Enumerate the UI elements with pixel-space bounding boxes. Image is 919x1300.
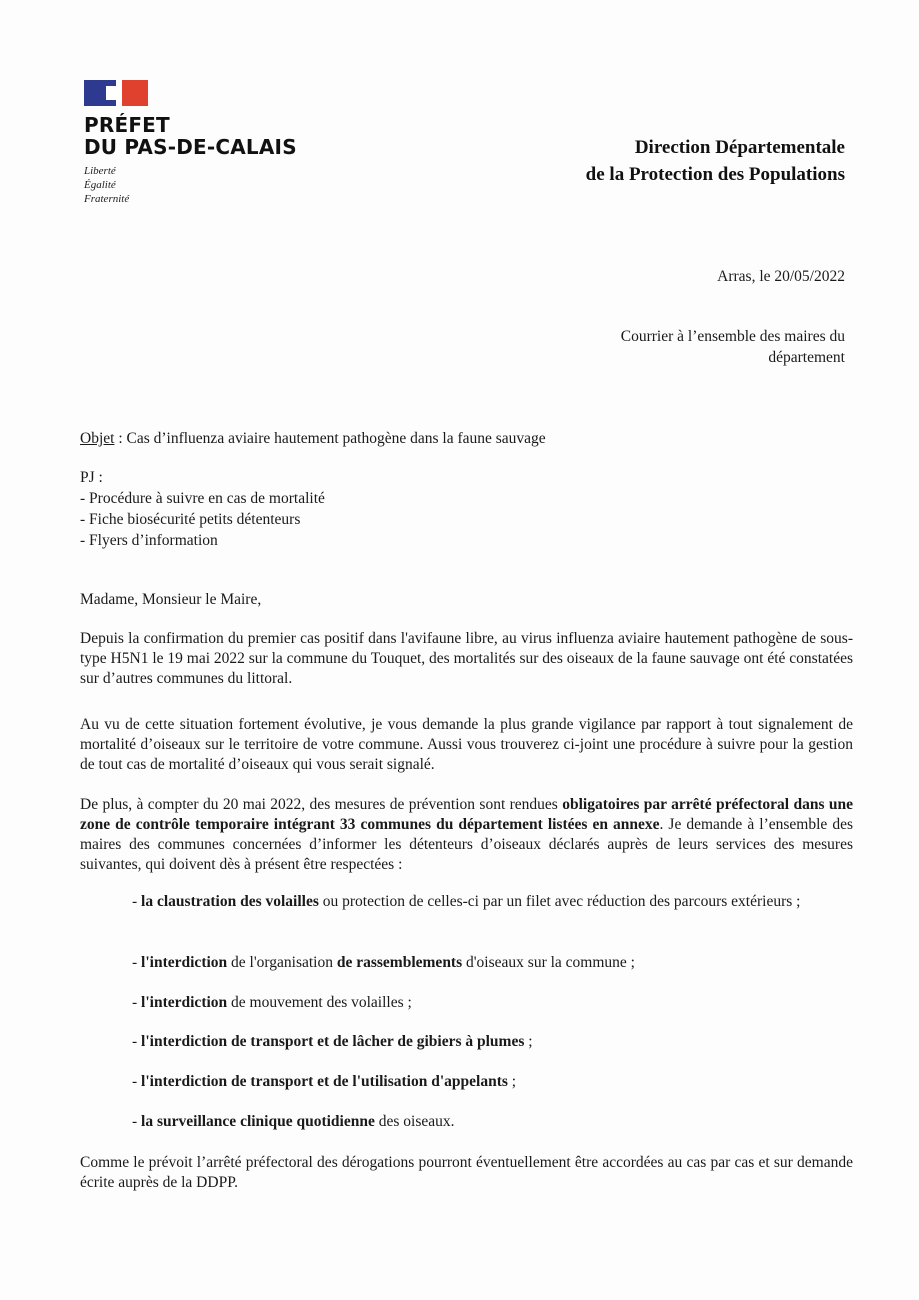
measure-bold: de rassemblements [336,954,463,971]
paragraph-derogations: Comme le prévoit l’arrêté préfectoral des dérogations pourront éventuellement être accordées au cas par cas et sur demande écrite auprès de la DDPP. [80,1154,853,1191]
motto-fraternite: Fraternité [84,193,130,205]
measure-bold: l'interdiction de transport et de l'utilisation d'appelants [141,1073,508,1090]
measure-bold: la claustration des volailles [141,893,319,910]
recipient-line-1: Courrier à l’ensemble des maires du [620,328,845,345]
measure-surveillance [132,1112,455,1132]
attachment-item: - Procédure à suivre en cas de mortalité [80,490,325,507]
p3-text-a: De plus, à compter du 20 mai 2022, des mesures de prévention sont rendues [80,796,563,813]
paragraph-first-case: Depuis la confirmation du premier cas positif dans l'avifaune libre, au virus influenza aviaire hautement pathogène de sous-type H5N1 le 19 mai 2022 sur la commune du Touquet, des mortalités sur des oiseaux de la faune sauvage ont été constatées sur d’autres communes du littoral. [80,630,853,687]
subject-line [80,429,853,449]
measure-dash: - [132,1073,142,1090]
attachment-item: - Flyers d’information [80,532,218,549]
subject-text: : Cas d’influenza aviaire hautement pathogène dans la faune sauvage [114,430,546,447]
measure-dash: - [132,994,142,1011]
attachments-label: PJ : [80,469,103,486]
flag-blue-band [84,80,116,106]
prefecture-logo [84,80,324,206]
subject-label: Objet [80,430,115,447]
p3-text-c: . Je demande à l’ensemble des maires des communes concernées d’informer les détenteurs d’oiseaux déclarés auprès de leurs services des mesures suivantes, qui doivent dès à présent être respectées : [80,816,853,873]
prefet-line-2: DU PAS-DE-CALAIS [84,135,297,159]
measure-text: ; [507,1073,517,1090]
measure-text: de mouvement des volailles ; [227,994,412,1011]
attachments-list [80,467,853,551]
letter-date: Arras, le 20/05/2022 [717,268,845,285]
measure-bold: l'interdiction de transport et de lâcher de gibiers à plumes [141,1033,525,1050]
flag-red-band [122,80,148,106]
measure-appelants [132,1072,516,1092]
measure-gibiers [132,1032,533,1052]
measure-bold: la surveillance clinique quotidienne [141,1113,375,1130]
measure-mouvement [132,993,412,1013]
measure-bold: l'interdiction [141,954,228,971]
measure-dash: - [132,893,142,910]
prefet-title [84,114,324,158]
measure-text: ; [524,1033,533,1050]
measure-dash: - [132,954,142,971]
measure-dash: - [132,1113,142,1130]
recipient-block [621,326,845,368]
paragraph-vigilance: Au vu de cette situation fortement évolutive, je vous demande la plus grande vigilance par rapport à tout signalement de mortalité d’oiseaux sur le territoire de votre commune. Aussi vous trouverez ci-joint une procédure à suivre pour la gestion de tout cas de mortalité d’oiseaux qui vous serait signalé. [80,716,853,773]
attachment-item: - Fiche biosécurité petits détenteurs [80,511,301,528]
recipient-line-2: département [768,349,845,366]
salutation: Madame, Monsieur le Maire, [80,591,262,608]
measure-rassemblements [132,953,635,973]
measure-dash: - [132,1033,142,1050]
measure-text: d'oiseaux sur la commune ; [462,954,635,971]
paragraph-prevention-measures [80,795,853,875]
direction-line-2: de la Protection des Populations [585,164,845,185]
sender-direction [586,134,845,188]
measure-claustration [80,892,853,912]
measure-text: de l'organisation [227,954,337,971]
measure-text: des oiseaux. [374,1113,455,1130]
measure-bold: l'interdiction [141,994,228,1011]
republic-motto [84,164,324,206]
motto-egalite: Égalité [84,179,116,191]
p3-text-bold: obligatoires par arrêté préfectoral dans une zone de contrôle temporaire intégrant 33 communes du département listées en annexe [80,796,853,833]
direction-line-1: Direction Départementale [634,137,845,158]
prefet-line-1: PRÉFET [84,113,170,137]
measure-text: ou protection de celles-ci par un filet avec réduction des parcours extérieurs ; [318,893,801,910]
motto-liberte: Liberté [84,165,116,177]
marianne-flag-icon [84,80,148,106]
